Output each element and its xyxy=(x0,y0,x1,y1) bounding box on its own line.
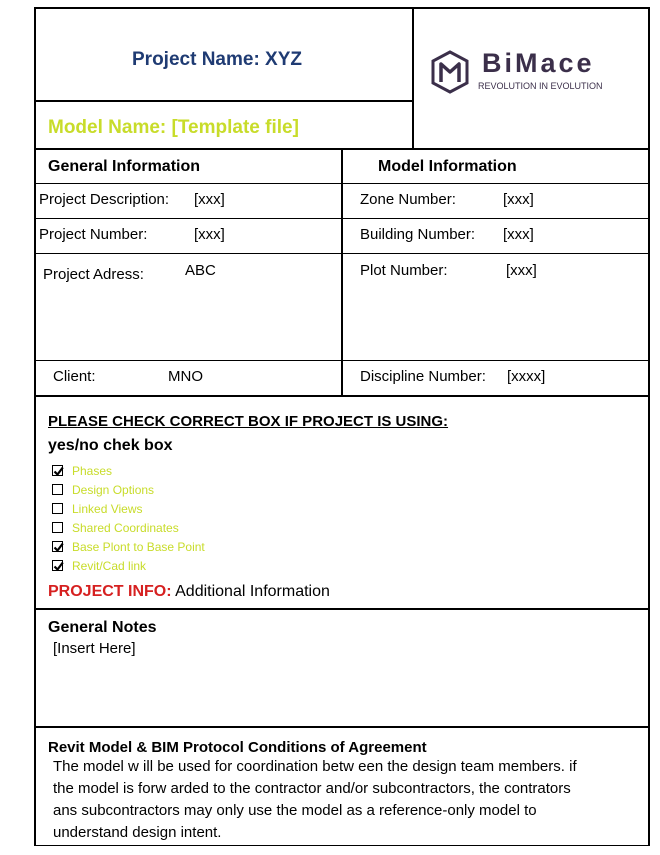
project-info-label: PROJECT INFO: xyxy=(48,583,172,600)
project-address-value: ABC xyxy=(185,262,216,279)
checkmark-icon xyxy=(53,466,64,477)
outer-border-right xyxy=(648,7,650,846)
checkbox-label-0: Phases xyxy=(72,464,113,478)
agreement-heading: Revit Model & BIM Protocol Conditions of Agreement xyxy=(48,739,427,756)
plot-number-value: [xxx] xyxy=(506,262,537,279)
general-notes-heading: General Notes xyxy=(48,619,157,636)
checkbox-0[interactable] xyxy=(52,465,63,476)
project-name-title: Project Name: XYZ xyxy=(132,49,302,70)
checkbox-label-1: Design Options xyxy=(72,483,155,497)
client-value: MNO xyxy=(168,368,203,385)
checklist-subheading: yes/no chek box xyxy=(48,437,173,454)
info-row-line-3 xyxy=(34,360,650,361)
checkbox-3[interactable] xyxy=(52,522,63,533)
info-row-line-2 xyxy=(34,253,650,254)
checkbox-2[interactable] xyxy=(52,503,63,514)
model-name-title: Model Name: [Template file] xyxy=(48,117,299,138)
model-info-heading: Model Information xyxy=(378,158,517,175)
agreement-line-2: the model is forw arded to the contractor and/or subcontractors, the contrators xyxy=(53,780,571,797)
notes-bottom-line xyxy=(34,726,650,728)
checkbox-label-5: Revit/Cad link xyxy=(72,559,147,573)
project-info-value: Additional Information xyxy=(175,583,330,600)
bimace-logo-icon xyxy=(430,50,470,94)
project-number-label: Project Number: xyxy=(39,226,148,243)
checkbox-label-4: Base Plont to Base Point xyxy=(72,540,205,554)
checkbox-1[interactable] xyxy=(52,484,63,495)
logo-brand-text: BiMace xyxy=(482,48,595,78)
project-address-label: Project Adress: xyxy=(43,266,144,283)
agreement-line-3: ans subcontractors may only use the model as a reference-only model to xyxy=(53,802,537,819)
outer-border-bottom xyxy=(34,845,650,846)
logo-tagline: REVOLUTION IN EVOLUTION xyxy=(478,81,603,91)
project-description-label: Project Description: xyxy=(39,191,170,208)
agreement-line-1: The model w ill be used for coordination betw een the design team members. if xyxy=(53,758,577,775)
info-heading-line xyxy=(34,183,650,184)
checkbox-label-2: Linked Views xyxy=(72,502,143,516)
client-label: Client: xyxy=(53,368,96,385)
checkbox-5[interactable] xyxy=(52,560,63,571)
info-column-divider xyxy=(341,149,343,396)
agreement-line-4: understand design intent. xyxy=(53,824,222,841)
checklist-heading: PLEASE CHECK CORRECT BOX IF PROJECT IS USING: xyxy=(48,413,449,430)
project-info-line xyxy=(48,583,330,601)
checklist-bottom-line xyxy=(34,608,650,610)
bimace-logo xyxy=(430,48,630,96)
zone-number-value: [xxx] xyxy=(503,191,534,208)
outer-border-top xyxy=(34,7,650,9)
zone-number-label: Zone Number: xyxy=(360,191,456,208)
building-number-label: Building Number: xyxy=(360,226,476,243)
checkmark-icon xyxy=(53,542,64,553)
general-notes-body[interactable]: [Insert Here] xyxy=(53,640,136,657)
checkmark-icon xyxy=(53,561,64,572)
discipline-number-value: [xxxx] xyxy=(507,368,546,385)
building-number-value: [xxx] xyxy=(503,226,534,243)
info-bottom-line xyxy=(34,395,650,397)
discipline-number-label: Discipline Number: xyxy=(360,368,486,385)
project-description-value: [xxx] xyxy=(194,191,225,208)
project-number-value: [xxx] xyxy=(194,226,225,243)
checkbox-4[interactable] xyxy=(52,541,63,552)
outer-border-left xyxy=(34,7,36,846)
header-divider xyxy=(412,7,414,149)
general-info-heading: General Information xyxy=(48,158,201,175)
title-divider xyxy=(34,100,414,102)
checkbox-label-3: Shared Coordinates xyxy=(72,521,179,535)
info-row-line-1 xyxy=(34,218,650,219)
plot-number-label: Plot Number: xyxy=(360,262,448,279)
